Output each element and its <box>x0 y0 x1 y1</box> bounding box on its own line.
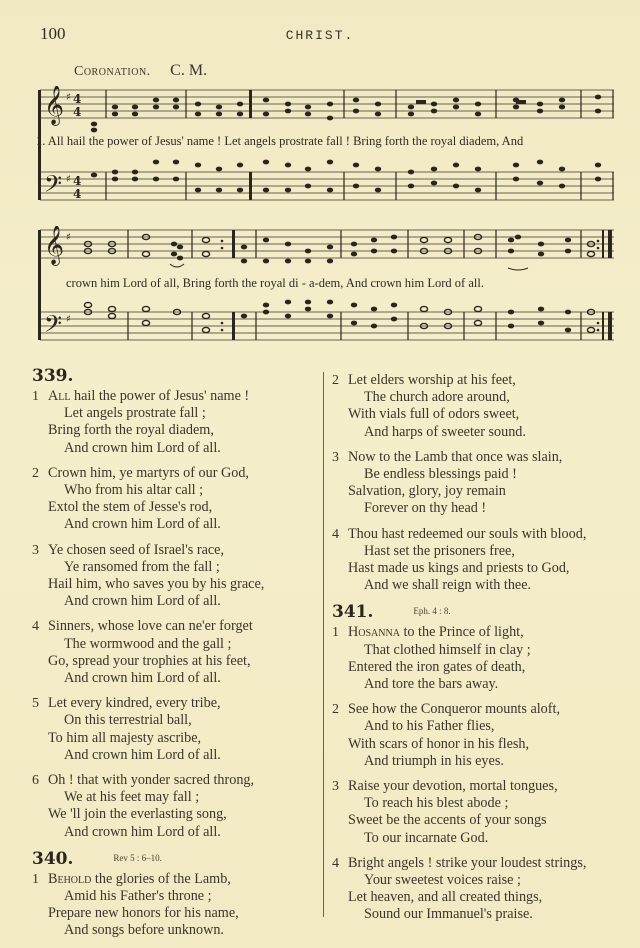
stanza-number: 1 <box>332 625 339 641</box>
svg-text:𝄞: 𝄞 <box>44 86 65 125</box>
stanza-line: With scars of honor in his flesh, <box>348 735 530 752</box>
svg-text:4: 4 <box>73 92 82 106</box>
stanza <box>332 526 632 595</box>
stanza-line: We at his feet may fall ; <box>64 789 200 806</box>
stanza-number: 3 <box>32 542 39 558</box>
music-system-1 <box>36 86 616 216</box>
column-divider <box>323 372 324 917</box>
stanza <box>332 855 632 924</box>
hymn-339 <box>32 366 322 841</box>
stanza-line: On this terrestrial ball, <box>64 712 192 729</box>
lyrics-line-1: 1. All hail the power of Jesus' name ! Let angels prostrate fall ! Bring forth the royal diadem, And <box>36 134 524 148</box>
stanza-number: 4 <box>332 526 339 542</box>
stanza-number: 5 <box>32 696 39 712</box>
svg-text:𝄢: 𝄢 <box>44 310 63 343</box>
stanza-line: Let heaven, and all created things, <box>348 889 543 906</box>
stanza <box>32 388 322 457</box>
stanza-line: That clothed himself in clay ; <box>364 641 531 658</box>
stanza-line: And crown him Lord of all. <box>64 670 221 687</box>
svg-text:4: 4 <box>73 105 82 119</box>
stanza-line: Entered the iron gates of death, <box>348 658 526 675</box>
stanza <box>32 695 322 764</box>
page-header <box>40 24 600 46</box>
stanza <box>32 618 322 687</box>
hymn-number: 341. <box>332 602 374 623</box>
stanza-line: Let angels prostrate fall ; <box>64 405 206 422</box>
stanza-line: hail the power of Jesus' name ! <box>74 388 250 404</box>
stanza-line: Amid his Father's throne ; <box>64 888 212 905</box>
hymn-number: 340. <box>32 848 74 869</box>
stanza-line: To him all majesty ascribe, <box>48 729 202 746</box>
music-system-2 <box>36 226 616 356</box>
stanza-line: With vials full of odors sweet, <box>348 406 520 423</box>
stanza-line: Raise your devotion, mortal tongues, <box>348 778 558 795</box>
stanza-line: We 'll join the everlasting song, <box>48 806 227 823</box>
stanza <box>332 701 632 770</box>
hymn-340 <box>32 849 322 940</box>
stanza-line: And harps of sweeter sound. <box>364 423 526 440</box>
hymn-header <box>332 602 632 624</box>
stanza-number: 4 <box>32 619 39 635</box>
svg-text:4: 4 <box>73 174 82 188</box>
stanza-number: 1 <box>32 389 39 404</box>
stanza-number: 3 <box>332 779 339 795</box>
stanza-line: Salvation, glory, joy remain <box>348 483 506 500</box>
hymn-340-continued <box>332 372 632 594</box>
stanza-line: The wormwood and the gall ; <box>64 635 232 652</box>
stanza <box>32 871 322 940</box>
stanza-line: Bring forth the royal diadem, <box>48 422 214 439</box>
svg-text:𝄞: 𝄞 <box>44 226 65 265</box>
stanza-first-word: Behold <box>48 870 92 887</box>
stanza-line: Ye ransomed from the fall ; <box>64 558 220 575</box>
right-column <box>332 372 632 932</box>
stanza-line: Sweet be the accents of your songs <box>348 812 547 829</box>
stanza-first-word: Hosanna <box>348 624 400 641</box>
svg-text:♯: ♯ <box>66 314 71 325</box>
stanza-line: To reach his blest abode ; <box>364 795 509 812</box>
stanza-line: Thou hast redeemed our souls with blood, <box>348 525 587 542</box>
svg-text:♯: ♯ <box>66 92 71 103</box>
stanza-line: Your sweetest voices raise ; <box>364 872 521 889</box>
stanza-line: And songs before unknown. <box>64 922 224 939</box>
stanza-line: to the Prince of light, <box>403 624 524 641</box>
music-staff-system-1 <box>36 86 616 216</box>
running-title: CHRIST. <box>285 28 355 43</box>
hymn-number: 339. <box>32 366 74 386</box>
stanza-number: 4 <box>332 855 339 871</box>
svg-text:4: 4 <box>73 187 82 201</box>
stanza-number: 3 <box>332 449 339 465</box>
stanza-line: And crown him Lord of all. <box>64 516 221 533</box>
stanza-line: Sound our Immanuel's praise. <box>364 906 533 923</box>
stanza-line: The church adore around, <box>364 389 510 406</box>
stanza-line: Who from his altar call ; <box>64 482 204 499</box>
stanza <box>32 542 322 611</box>
stanza-line: Bright angels ! strike your loudest strings, <box>348 854 587 871</box>
music-staff-system-2 <box>36 226 616 356</box>
stanza-line: the glories of the Lamb, <box>94 870 231 887</box>
hymn-header <box>32 849 322 871</box>
stanza-line: Prepare new honors for his name, <box>48 905 239 922</box>
stanza <box>332 449 632 518</box>
stanza-line: And triumph in his eyes. <box>364 752 504 769</box>
stanza-line: Be endless blessings paid ! <box>364 466 517 483</box>
stanza-number: 2 <box>332 373 339 388</box>
svg-text:𝄢: 𝄢 <box>44 170 63 203</box>
stanza-number: 2 <box>332 702 339 718</box>
stanza-line: And crown him Lord of all. <box>64 746 221 763</box>
stanza-line: And tore the bars away. <box>364 676 499 693</box>
stanza-line: Let every kindred, every tribe, <box>48 695 221 712</box>
stanza-line: And crown him Lord of all. <box>64 593 221 610</box>
tune-meter: C. M. <box>170 62 208 79</box>
stanza-line: Hast made us kings and priests to God, <box>348 560 570 577</box>
hymn-341 <box>332 602 632 923</box>
stanza <box>332 372 632 441</box>
tune-name: Coronation. <box>74 64 151 79</box>
stanza-number: 1 <box>32 871 39 887</box>
stanza-number: 2 <box>32 465 39 481</box>
stanza-line: Crown him, ye martyrs of our God, <box>48 464 249 481</box>
stanza-line: Hast set the prisoners free, <box>364 542 515 559</box>
scripture-reference: Rev 5 : 6–10. <box>113 852 162 863</box>
stanza <box>332 778 632 847</box>
page-number: 100 <box>40 24 66 43</box>
hymn-header <box>32 366 322 388</box>
lyrics-line-2: crown him Lord of all, Bring forth the royal di - a-dem, And crown him Lord of all. <box>66 276 484 290</box>
stanza-first-word: All <box>48 388 71 404</box>
tune-title <box>74 62 207 80</box>
stanza-line: Oh ! that with yonder sacred throng, <box>48 772 255 789</box>
stanza-line: And crown him Lord of all. <box>64 823 221 840</box>
stanza-line: And we shall reign with thee. <box>364 577 532 594</box>
scripture-reference: Eph. 4 : 8. <box>413 606 451 617</box>
stanza <box>32 772 322 841</box>
stanza-line: See how the Conqueror mounts aloft, <box>348 701 560 718</box>
left-column <box>32 366 322 948</box>
stanza-line: And crown him Lord of all. <box>64 439 221 456</box>
stanza-line: Let elders worship at his feet, <box>348 372 516 388</box>
stanza-line: Extol the stem of Jesse's rod, <box>48 499 213 516</box>
stanza-line: Forever on thy head ! <box>364 500 487 517</box>
svg-text:♯: ♯ <box>66 232 71 243</box>
stanza-line: Hail him, who saves you by his grace, <box>48 576 265 593</box>
svg-text:♯: ♯ <box>66 174 71 185</box>
stanza-line: To our incarnate God. <box>364 829 489 846</box>
stanza-line: Go, spread your trophies at his feet, <box>48 652 251 669</box>
stanza-line: Sinners, whose love can ne'er forget <box>48 618 253 635</box>
stanza-number: 6 <box>32 773 39 789</box>
stanza-line: And to his Father flies, <box>364 718 495 735</box>
stanza <box>32 465 322 534</box>
stanza-line: Now to the Lamb that once was slain, <box>348 448 563 465</box>
stanza <box>332 624 632 693</box>
stanza-line: Ye chosen seed of Israel's race, <box>48 541 225 558</box>
